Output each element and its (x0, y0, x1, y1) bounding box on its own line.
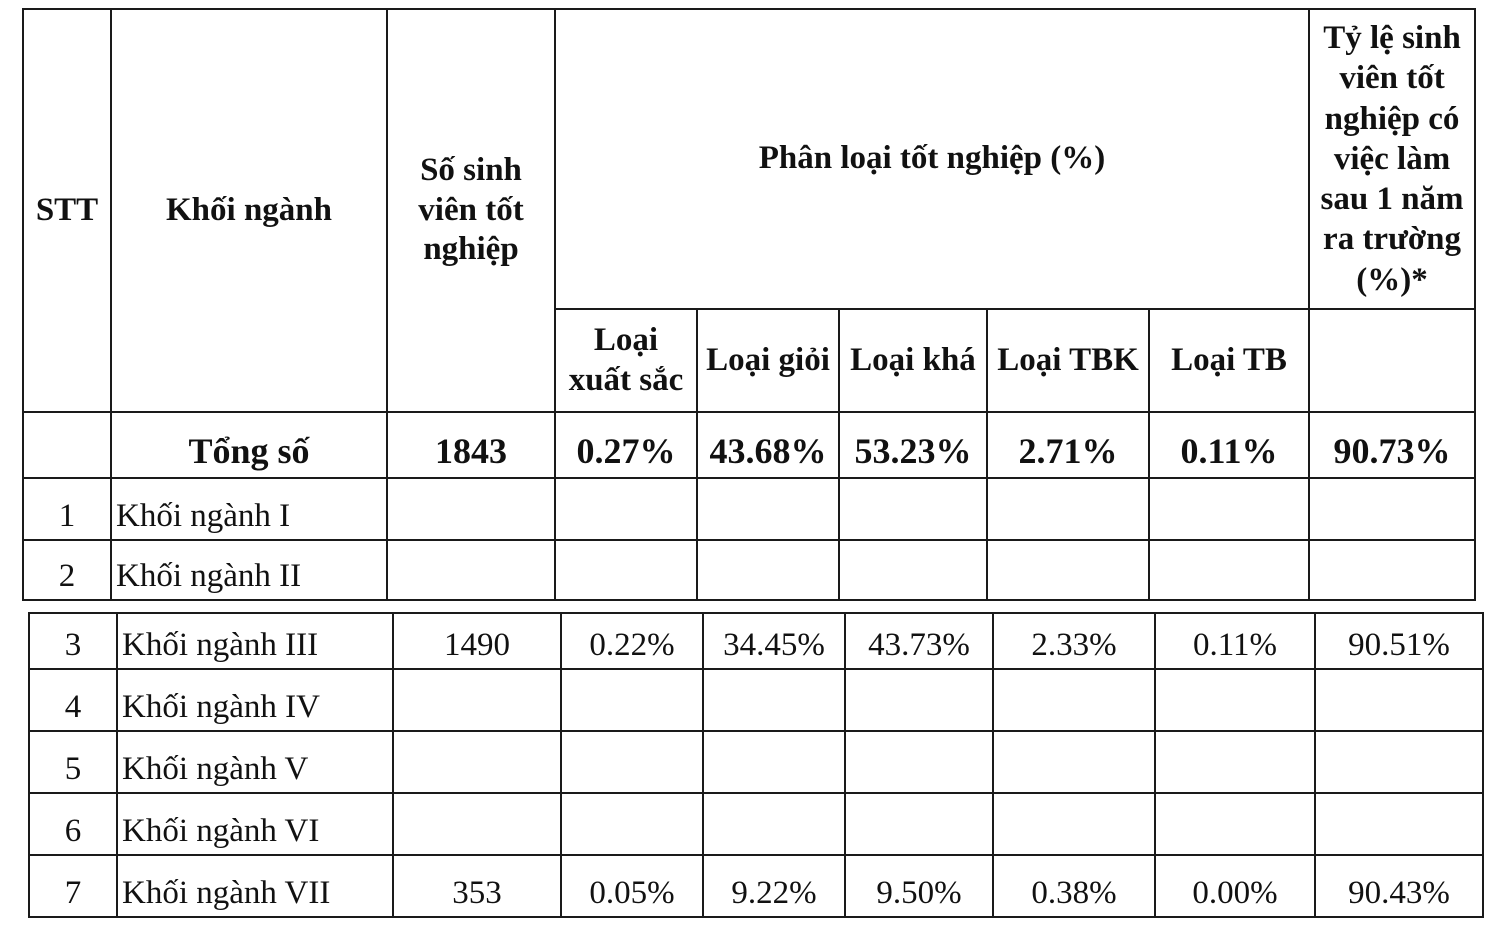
header-loai-xuat-sac: Loại xuất sắc (555, 309, 697, 412)
table-row (23, 540, 1475, 600)
total-tbk: 2.71% (987, 412, 1149, 478)
row-tbk (993, 731, 1155, 793)
row-tbk: 2.33% (993, 613, 1155, 669)
total-stt (23, 412, 111, 478)
row-xuat-sac (561, 793, 703, 855)
row-stt: 2 (23, 540, 111, 600)
row-tb (1155, 731, 1315, 793)
row-stt: 1 (23, 478, 111, 540)
row-kha: 9.50% (845, 855, 993, 917)
row-tbk (993, 793, 1155, 855)
row-tbk (987, 478, 1149, 540)
row-tb: 0.11% (1155, 613, 1315, 669)
row-kha (839, 540, 987, 600)
header-khoi-nganh: Khối ngành (111, 9, 387, 412)
graduation-table-top (22, 8, 1476, 601)
row-tb: 0.00% (1155, 855, 1315, 917)
row-kha (845, 731, 993, 793)
table-row (29, 669, 1483, 731)
table-row (29, 855, 1483, 917)
row-stt: 3 (29, 613, 117, 669)
row-so-sinh-vien (387, 478, 555, 540)
header-loai-kha: Loại khá (839, 309, 987, 412)
row-khoi-nganh: Khối ngành VI (117, 793, 393, 855)
total-kha: 53.23% (839, 412, 987, 478)
row-khoi-nganh: Khối ngành III (117, 613, 393, 669)
total-gioi: 43.68% (697, 412, 839, 478)
table-row (23, 478, 1475, 540)
header-stt: STT (23, 9, 111, 412)
table-row (29, 613, 1483, 669)
row-khoi-nganh: Khối ngành IV (117, 669, 393, 731)
row-ty-le (1309, 478, 1475, 540)
row-xuat-sac (555, 478, 697, 540)
row-kha (845, 793, 993, 855)
row-stt: 4 (29, 669, 117, 731)
row-ty-le (1315, 731, 1483, 793)
row-khoi-nganh: Khối ngành VII (117, 855, 393, 917)
header-ty-le-empty (1309, 309, 1475, 412)
row-so-sinh-vien (393, 793, 561, 855)
row-ty-le (1315, 793, 1483, 855)
total-tb: 0.11% (1149, 412, 1309, 478)
row-kha (839, 478, 987, 540)
row-gioi: 34.45% (703, 613, 845, 669)
row-ty-le (1315, 669, 1483, 731)
row-tb (1155, 669, 1315, 731)
header-phan-loai: Phân loại tốt nghiệp (%) (555, 9, 1309, 309)
total-ty-le: 90.73% (1309, 412, 1475, 478)
row-gioi (703, 669, 845, 731)
header-loai-tbk: Loại TBK (987, 309, 1149, 412)
row-tbk: 0.38% (993, 855, 1155, 917)
row-khoi-nganh: Khối ngành I (111, 478, 387, 540)
row-gioi (697, 540, 839, 600)
row-stt: 7 (29, 855, 117, 917)
graduation-table-bottom (28, 612, 1484, 918)
row-tbk (993, 669, 1155, 731)
row-kha (845, 669, 993, 731)
row-gioi: 9.22% (703, 855, 845, 917)
total-so-sinh-vien: 1843 (387, 412, 555, 478)
total-label: Tổng số (111, 412, 387, 478)
page-break-gap (0, 603, 1500, 611)
row-so-sinh-vien: 1490 (393, 613, 561, 669)
row-ty-le: 90.51% (1315, 613, 1483, 669)
row-tb (1155, 793, 1315, 855)
row-gioi (703, 793, 845, 855)
row-xuat-sac (561, 669, 703, 731)
row-xuat-sac (555, 540, 697, 600)
row-stt: 5 (29, 731, 117, 793)
row-tbk (987, 540, 1149, 600)
total-xuat-sac: 0.27% (555, 412, 697, 478)
row-ty-le: 90.43% (1315, 855, 1483, 917)
row-so-sinh-vien: 353 (393, 855, 561, 917)
header-loai-tb: Loại TB (1149, 309, 1309, 412)
header-ty-le-viec-lam: Tỷ lệ sinh viên tốt nghiệp có việc làm sau 1 năm ra trường (%)* (1309, 9, 1475, 309)
header-loai-gioi: Loại giỏi (697, 309, 839, 412)
row-khoi-nganh: Khối ngành V (117, 731, 393, 793)
row-so-sinh-vien (393, 669, 561, 731)
row-kha: 43.73% (845, 613, 993, 669)
row-tb (1149, 478, 1309, 540)
row-stt: 6 (29, 793, 117, 855)
row-so-sinh-vien (393, 731, 561, 793)
row-so-sinh-vien (387, 540, 555, 600)
table-row (29, 731, 1483, 793)
row-gioi (697, 478, 839, 540)
table-row (29, 793, 1483, 855)
row-gioi (703, 731, 845, 793)
row-xuat-sac: 0.05% (561, 855, 703, 917)
row-xuat-sac: 0.22% (561, 613, 703, 669)
row-ty-le (1309, 540, 1475, 600)
row-khoi-nganh: Khối ngành II (111, 540, 387, 600)
row-xuat-sac (561, 731, 703, 793)
total-row (23, 412, 1475, 478)
header-so-sinh-vien: Số sinh viên tốt nghiệp (387, 9, 555, 412)
row-tb (1149, 540, 1309, 600)
